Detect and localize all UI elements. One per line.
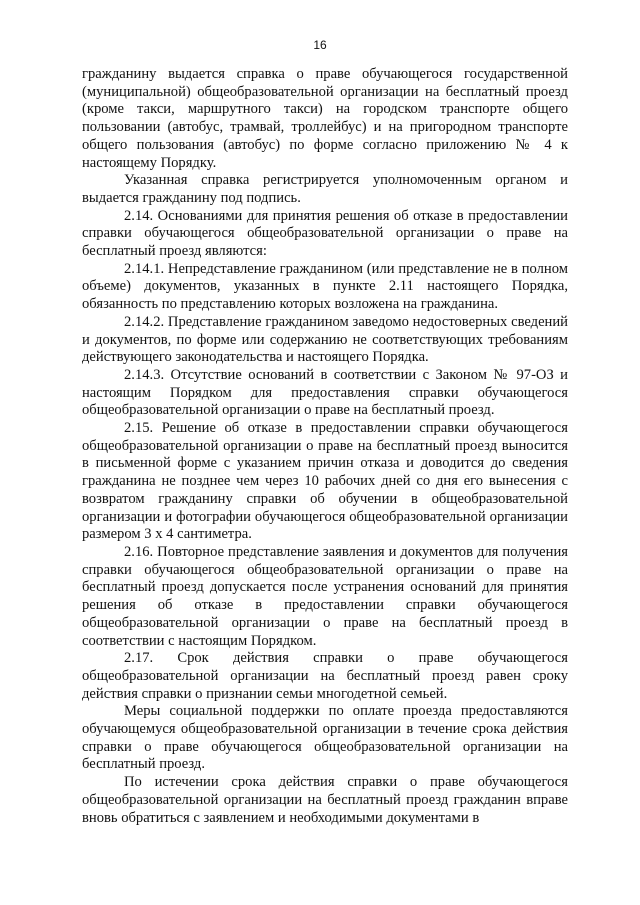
paragraph-expiry: По истечении срока действия справки о праве обучающегося общеобразовательной организации на бесплатный проезд гражданин вправе вновь обратиться с заявлением и необходимыми документами в: [82, 774, 568, 826]
paragraph-support-measures: Меры социальной поддержки по оплате проезда предоставляются обучающемуся общеобразовательной организации в течение срока действия справки о праве обучающегося общеобразовательной организации на бесплатный проезд.: [82, 703, 568, 773]
paragraph-2-14-1: 2.14.1. Непредставление гражданином (или представление не в полном объеме) документов, указанных в пункте 2.11 настоящего Порядка, обязанность по представлению которых возложена на гражданина.: [82, 260, 568, 313]
paragraph-2-15: 2.15. Решение об отказе в предоставлении справки обучающегося общеобразовательной организации о праве на бесплатный проезд выносится в письменной форме с указанием причин отказа и доводится до сведения гражданина не позднее чем через 10 рабочих дней со дня его вынесения с возвратом гражданину справки об обучении в общеобразовательной организации и фотографии обучающегося общеобразовательной организации размером 3 х 4 сантиметра.: [82, 420, 568, 543]
paragraph-2-16: 2.16. Повторное представление заявления и документов для получения справки обучающегося общеобразовательной организации о праве на бесплатный проезд допускается после устранения оснований для принятия решения об отказе в предоставлении справки обучающегося общеобразовательной организации о праве на бесплатный проезд в соответствии с настоящим Порядком.: [82, 543, 568, 649]
paragraph-2-14-2: 2.14.2. Представление гражданином заведомо недостоверных сведений и документов, по форме или содержанию не соответствующих требованиям действующего законодательства и настоящего Порядка.: [82, 313, 568, 366]
paragraph-2-14-3: 2.14.3. Отсутствие оснований в соответствии с Законом № 97-ОЗ и настоящим Порядком для предоставления справки обучающегося общеобразовательной организации о праве на бесплатный проезд.: [82, 366, 568, 419]
document-body: [82, 66, 568, 827]
paragraph-registration: Указанная справка регистрируется уполномоченным органом и выдается гражданину под подпись.: [82, 172, 568, 206]
paragraph-continuation: гражданину выдается справка о праве обучающегося государственной (муниципальной) общеобразовательной организации на бесплатный проезд (кроме такси, маршрутного такси) на городском транспорте общего пользовании (автобус, трамвай, троллейбус) и на пригородном транспорте общего пользования (автобус) по форме согласно приложению № 4 к настоящему Порядку.: [82, 66, 568, 171]
page-number: 16: [313, 38, 327, 52]
paragraph-2-17: 2.17. Срок действия справки о праве обучающегося общеобразовательной организации на бесплатный проезд равен сроку действия справки о признании семьи многодетной семьей.: [82, 650, 568, 702]
paragraph-2-14: 2.14. Основаниями для принятия решения об отказе в предоставлении справки обучающегося общеобразовательной организации о праве на бесплатный проезд являются:: [82, 207, 568, 260]
